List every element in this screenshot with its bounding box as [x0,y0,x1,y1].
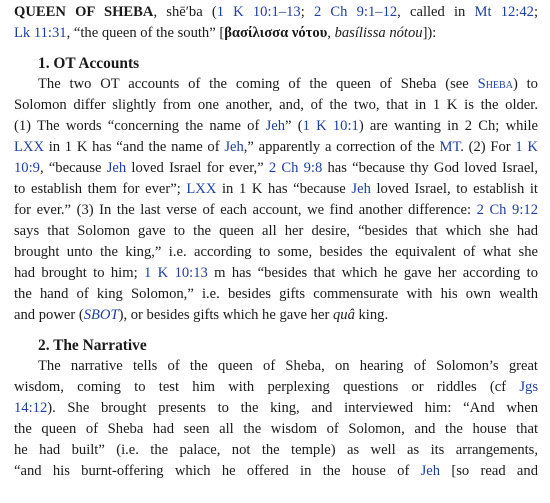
ref-link[interactable]: 2 Ch 9:12 [476,202,538,218]
latin-term: quâ [332,307,355,323]
ref-link[interactable]: 1 K 10:13 [144,265,208,281]
transliteration: basílissa nótou [334,25,423,41]
ref-link[interactable]: 1 K 10:1 [302,118,359,134]
ref-link[interactable]: Sheba [477,76,513,92]
ref-link[interactable]: 10:9 [14,160,40,176]
pronunciation: shēʹba [166,4,203,20]
section-heading: 1. OT Accounts [38,55,140,72]
ref-link[interactable]: 1 K 10:1–13 [216,4,301,20]
ref-link[interactable]: LXX [186,181,217,197]
ref-link[interactable]: 2 Ch 9:8 [268,160,323,176]
ref-link[interactable]: Jeh [351,181,371,197]
entry-title: QUEEN OF SHEBA [14,4,154,20]
ref-link[interactable]: Jgs [519,379,538,395]
ref-link[interactable]: LXX [14,139,44,155]
ref-link[interactable]: SBOT [83,307,119,323]
ref-link[interactable]: Mt 12:42 [474,4,534,20]
ref-link[interactable]: Jeh [224,139,244,155]
section-heading: 2. The Narrative [38,337,147,354]
ref-link[interactable]: Jeh [265,118,286,134]
section-body: The narrative tells of the queen of Sheba, on hearing of Solomon’s great wisdom, coming to test him with perplexing questions or riddles (cf Jgs 14:12). She brought presents to the king, and interviewed him: “And when the queen of Sheba had seen all the wisdom of Solomon, and the house that he had built” (i.e. the palace, not the temple) as well as its arrangements, “and his burnt-offering which he offered in the house of Jeh [so read and [14,358,538,479]
ref-link[interactable]: MT [439,139,461,155]
section-body: The two OT accounts of the coming of the queen of Sheba (see Sheba) to Solomon differ slightly from one another, and, of the two, that in 1 K is the older. (1) The words “concerning the name of Jeh” (1 K 10:1) are wanting in 2 Ch; while LXX in 1 K has “and the name of Jeh,” apparently a correction of the MT. (2) For 1 K 10:9, “because Jeh loved Israel for ever,” 2 Ch 9:8 has “because thy God loved Israel, to establish them for ever”; LXX in 1 K has “because Jeh loved Israel, to establish it for ever.” (3) In the last verse of each account, we find another difference: 2 Ch 9:12 says that Solomon gave to the queen all her desire, “besides that which she had brought unto the king,” i.e. according to some, besides the equivalent of what she had brought to him; 1 K 10:13 m has “besides that which he gave her according to the hand of king Solomon,” i.e. besides gifts commensurate with his own wealth and power (SBOT), or besides gifts which he gave her quâ king. [14,76,539,323]
ref-link[interactable]: Jeh [106,160,127,176]
ref-link[interactable]: 2 Ch 9:1–12 [313,4,398,20]
ref-link[interactable]: Jeh [420,463,441,479]
ref-link[interactable]: Lk 11:31 [14,25,67,41]
ref-link[interactable]: 14:12 [14,400,48,416]
ref-link[interactable]: 1 K [515,139,538,155]
greek-term: βασίλισσα νότου [224,25,328,41]
entry-intro: QUEEN OF SHEBA, shēʹba (1 K 10:1–13; 2 Ch 9:1–12, called in Mt 12:42; Lk 11:31, “the queen of the south” [βασίλισσα νότου, basílissa nótou]): [14,4,539,41]
